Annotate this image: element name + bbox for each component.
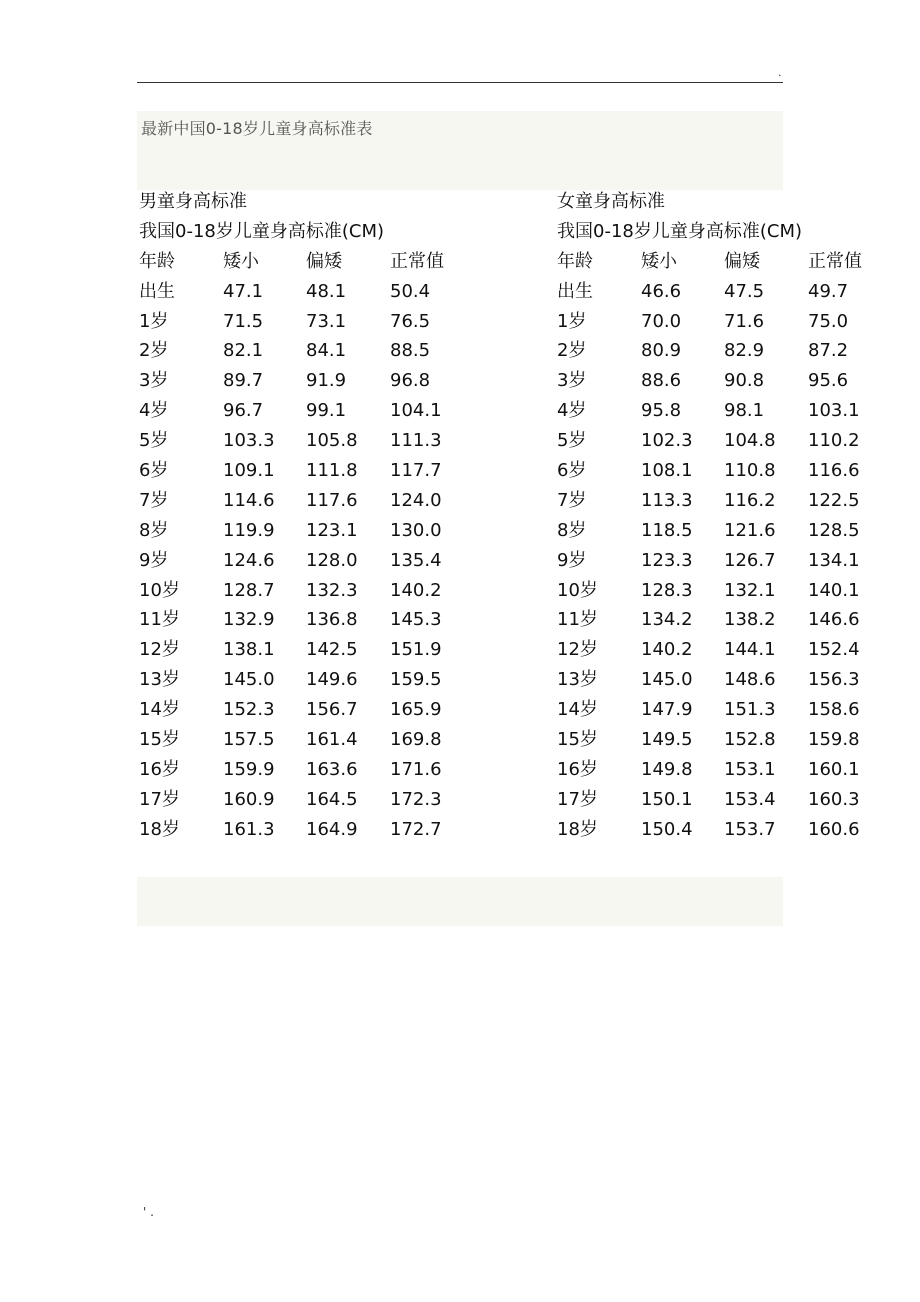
normal-value-cell: 134.1 xyxy=(808,549,860,571)
column-header-age: 年龄 xyxy=(557,250,593,272)
short-value-cell: 157.5 xyxy=(223,729,275,751)
normal-value-cell: 130.0 xyxy=(390,519,442,541)
short-value-cell: 88.6 xyxy=(641,370,682,392)
table-row xyxy=(557,516,897,546)
normal-value-cell: 140.2 xyxy=(390,579,442,601)
below-average-value-cell: 73.1 xyxy=(306,310,347,332)
age-cell: 5岁 xyxy=(557,430,587,452)
age-cell: 18岁 xyxy=(557,818,598,840)
table-row xyxy=(557,665,897,695)
below-average-value-cell: 164.5 xyxy=(306,788,358,810)
age-cell: 8岁 xyxy=(139,519,169,541)
normal-value-cell: 140.1 xyxy=(808,579,860,601)
table-row xyxy=(139,635,479,665)
age-cell: 11岁 xyxy=(139,609,180,631)
normal-value-cell: 128.5 xyxy=(808,519,860,541)
normal-value-cell: 103.1 xyxy=(808,400,860,422)
column-header-normal: 正常值 xyxy=(808,250,862,272)
normal-value-cell: 160.6 xyxy=(808,818,860,840)
normal-value-cell: 169.8 xyxy=(390,729,442,751)
short-value-cell: 128.7 xyxy=(223,579,275,601)
short-value-cell: 89.7 xyxy=(223,370,264,392)
age-cell: 15岁 xyxy=(557,729,598,751)
table-row xyxy=(139,725,479,755)
short-value-cell: 103.3 xyxy=(223,430,275,452)
column-header-short: 矮小 xyxy=(641,250,677,272)
short-value-cell: 145.0 xyxy=(641,669,693,691)
normal-value-cell: 110.2 xyxy=(808,430,860,452)
below-average-value-cell: 99.1 xyxy=(306,400,347,422)
table-row xyxy=(557,695,897,725)
boys-subheading: 我国0-18岁儿童身高标准(CM) xyxy=(139,220,384,242)
normal-value-cell: 75.0 xyxy=(808,310,849,332)
table-row xyxy=(557,486,897,516)
table-row xyxy=(139,516,479,546)
age-cell: 12岁 xyxy=(139,639,180,661)
table-row xyxy=(557,336,897,366)
age-cell: 9岁 xyxy=(139,549,169,571)
below-average-value-cell: 126.7 xyxy=(724,549,776,571)
age-cell: 8岁 xyxy=(557,519,587,541)
short-value-cell: 150.4 xyxy=(641,818,693,840)
normal-value-cell: 156.3 xyxy=(808,669,860,691)
column-header-below-average: 偏矮 xyxy=(724,250,760,272)
table-row xyxy=(139,426,479,456)
age-cell: 出生 xyxy=(139,280,175,302)
title-band xyxy=(137,111,783,190)
short-value-cell: 128.3 xyxy=(641,579,693,601)
table-row xyxy=(557,546,897,576)
table-row xyxy=(557,426,897,456)
below-average-value-cell: 98.1 xyxy=(724,400,765,422)
short-value-cell: 149.8 xyxy=(641,758,693,780)
age-cell: 1岁 xyxy=(139,310,169,332)
short-value-cell: 147.9 xyxy=(641,699,693,721)
age-cell: 13岁 xyxy=(557,669,598,691)
short-value-cell: 114.6 xyxy=(223,489,275,511)
normal-value-cell: 104.1 xyxy=(390,400,442,422)
below-average-value-cell: 142.5 xyxy=(306,639,358,661)
age-cell: 5岁 xyxy=(139,430,169,452)
normal-value-cell: 152.4 xyxy=(808,639,860,661)
column-header-short: 矮小 xyxy=(223,250,259,272)
table-row xyxy=(139,815,479,845)
normal-value-cell: 124.0 xyxy=(390,489,442,511)
girls-heading: 女童身高标准 xyxy=(557,191,665,212)
below-average-value-cell: 47.5 xyxy=(724,280,765,302)
age-cell: 3岁 xyxy=(139,370,169,392)
normal-value-cell: 117.7 xyxy=(390,460,442,482)
below-average-value-cell: 149.6 xyxy=(306,669,358,691)
short-value-cell: 152.3 xyxy=(223,699,275,721)
normal-value-cell: 160.1 xyxy=(808,758,860,780)
table-row xyxy=(557,635,897,665)
below-average-value-cell: 153.7 xyxy=(724,818,776,840)
normal-value-cell: 171.6 xyxy=(390,758,442,780)
below-average-value-cell: 163.6 xyxy=(306,758,358,780)
table-row xyxy=(139,785,479,815)
header-mark: . xyxy=(778,66,782,79)
table-row xyxy=(139,307,479,337)
short-value-cell: 132.9 xyxy=(223,609,275,631)
below-average-value-cell: 144.1 xyxy=(724,639,776,661)
below-average-value-cell: 121.6 xyxy=(724,519,776,541)
column-header-age: 年龄 xyxy=(139,250,175,272)
below-average-value-cell: 156.7 xyxy=(306,699,358,721)
below-average-value-cell: 91.9 xyxy=(306,370,347,392)
table-row xyxy=(557,605,897,635)
boys-column-headers xyxy=(139,247,479,277)
age-cell: 10岁 xyxy=(139,579,180,601)
below-average-value-cell: 128.0 xyxy=(306,549,358,571)
normal-value-cell: 50.4 xyxy=(390,280,431,302)
age-cell: 2岁 xyxy=(139,340,169,362)
below-average-value-cell: 48.1 xyxy=(306,280,347,302)
short-value-cell: 149.5 xyxy=(641,729,693,751)
below-average-value-cell: 161.4 xyxy=(306,729,358,751)
short-value-cell: 140.2 xyxy=(641,639,693,661)
age-cell: 12岁 xyxy=(557,639,598,661)
normal-value-cell: 96.8 xyxy=(390,370,431,392)
below-average-value-cell: 105.8 xyxy=(306,430,358,452)
girls-table-body xyxy=(557,277,897,845)
short-value-cell: 70.0 xyxy=(641,310,682,332)
table-row xyxy=(139,755,479,785)
age-cell: 4岁 xyxy=(139,400,169,422)
normal-value-cell: 165.9 xyxy=(390,699,442,721)
girls-subheading: 我国0-18岁儿童身高标准(CM) xyxy=(557,220,802,242)
footer-mark: ' . xyxy=(143,1205,154,1219)
below-average-value-cell: 153.4 xyxy=(724,788,776,810)
column-header-below-average: 偏矮 xyxy=(306,250,342,272)
table-row xyxy=(139,366,479,396)
table-row xyxy=(557,755,897,785)
boys-table-body xyxy=(139,277,479,845)
below-average-value-cell: 132.3 xyxy=(306,579,358,601)
header-rule xyxy=(137,82,783,83)
table-row xyxy=(557,815,897,845)
short-value-cell: 95.8 xyxy=(641,400,682,422)
below-average-value-cell: 117.6 xyxy=(306,489,358,511)
below-average-value-cell: 153.1 xyxy=(724,758,776,780)
table-row xyxy=(139,546,479,576)
normal-value-cell: 111.3 xyxy=(390,430,442,452)
table-row xyxy=(139,605,479,635)
short-value-cell: 108.1 xyxy=(641,460,693,482)
age-cell: 17岁 xyxy=(139,788,180,810)
age-cell: 4岁 xyxy=(557,400,587,422)
normal-value-cell: 172.7 xyxy=(390,818,442,840)
normal-value-cell: 146.6 xyxy=(808,609,860,631)
below-average-value-cell: 82.9 xyxy=(724,340,765,362)
short-value-cell: 80.9 xyxy=(641,340,682,362)
short-value-cell: 102.3 xyxy=(641,430,693,452)
age-cell: 15岁 xyxy=(139,729,180,751)
normal-value-cell: 160.3 xyxy=(808,788,860,810)
age-cell: 6岁 xyxy=(557,460,587,482)
normal-value-cell: 158.6 xyxy=(808,699,860,721)
age-cell: 16岁 xyxy=(139,758,180,780)
short-value-cell: 161.3 xyxy=(223,818,275,840)
age-cell: 10岁 xyxy=(557,579,598,601)
normal-value-cell: 76.5 xyxy=(390,310,431,332)
below-average-value-cell: 123.1 xyxy=(306,519,358,541)
short-value-cell: 124.6 xyxy=(223,549,275,571)
normal-value-cell: 49.7 xyxy=(808,280,849,302)
below-average-value-cell: 71.6 xyxy=(724,310,765,332)
table-row xyxy=(139,456,479,486)
table-row xyxy=(557,725,897,755)
document-title: 最新中国0-18岁儿童身高标准表 xyxy=(141,119,373,138)
column-header-normal: 正常值 xyxy=(390,250,444,272)
normal-value-cell: 159.5 xyxy=(390,669,442,691)
footer-band xyxy=(137,877,783,926)
short-value-cell: 118.5 xyxy=(641,519,693,541)
below-average-value-cell: 152.8 xyxy=(724,729,776,751)
table-row xyxy=(557,456,897,486)
below-average-value-cell: 90.8 xyxy=(724,370,765,392)
short-value-cell: 134.2 xyxy=(641,609,693,631)
short-value-cell: 109.1 xyxy=(223,460,275,482)
normal-value-cell: 145.3 xyxy=(390,609,442,631)
normal-value-cell: 172.3 xyxy=(390,788,442,810)
age-cell: 9岁 xyxy=(557,549,587,571)
below-average-value-cell: 148.6 xyxy=(724,669,776,691)
table-row xyxy=(139,576,479,606)
age-cell: 18岁 xyxy=(139,818,180,840)
table-row xyxy=(139,336,479,366)
short-value-cell: 119.9 xyxy=(223,519,275,541)
age-cell: 11岁 xyxy=(557,609,598,631)
normal-value-cell: 116.6 xyxy=(808,460,860,482)
table-row xyxy=(557,307,897,337)
age-cell: 14岁 xyxy=(557,699,598,721)
table-row xyxy=(139,486,479,516)
short-value-cell: 150.1 xyxy=(641,788,693,810)
age-cell: 6岁 xyxy=(139,460,169,482)
below-average-value-cell: 84.1 xyxy=(306,340,347,362)
age-cell: 14岁 xyxy=(139,699,180,721)
age-cell: 16岁 xyxy=(557,758,598,780)
normal-value-cell: 88.5 xyxy=(390,340,431,362)
age-cell: 2岁 xyxy=(557,340,587,362)
age-cell: 13岁 xyxy=(139,669,180,691)
short-value-cell: 96.7 xyxy=(223,400,264,422)
age-cell: 17岁 xyxy=(557,788,598,810)
short-value-cell: 71.5 xyxy=(223,310,264,332)
normal-value-cell: 159.8 xyxy=(808,729,860,751)
normal-value-cell: 135.4 xyxy=(390,549,442,571)
short-value-cell: 47.1 xyxy=(223,280,264,302)
girls-column-headers xyxy=(557,247,897,277)
below-average-value-cell: 136.8 xyxy=(306,609,358,631)
table-row xyxy=(557,366,897,396)
age-cell: 7岁 xyxy=(557,489,587,511)
girls-height-table xyxy=(557,187,897,845)
boys-heading: 男童身高标准 xyxy=(139,191,247,212)
short-value-cell: 82.1 xyxy=(223,340,264,362)
table-row xyxy=(557,396,897,426)
short-value-cell: 46.6 xyxy=(641,280,682,302)
below-average-value-cell: 132.1 xyxy=(724,579,776,601)
short-value-cell: 159.9 xyxy=(223,758,275,780)
age-cell: 出生 xyxy=(557,280,593,302)
below-average-value-cell: 110.8 xyxy=(724,460,776,482)
normal-value-cell: 87.2 xyxy=(808,340,849,362)
short-value-cell: 138.1 xyxy=(223,639,275,661)
normal-value-cell: 122.5 xyxy=(808,489,860,511)
age-cell: 1岁 xyxy=(557,310,587,332)
age-cell: 7岁 xyxy=(139,489,169,511)
below-average-value-cell: 116.2 xyxy=(724,489,776,511)
table-row xyxy=(557,576,897,606)
below-average-value-cell: 111.8 xyxy=(306,460,358,482)
table-row xyxy=(557,277,897,307)
table-row xyxy=(139,277,479,307)
short-value-cell: 113.3 xyxy=(641,489,693,511)
table-row xyxy=(139,665,479,695)
below-average-value-cell: 104.8 xyxy=(724,430,776,452)
age-cell: 3岁 xyxy=(557,370,587,392)
table-row xyxy=(139,396,479,426)
below-average-value-cell: 151.3 xyxy=(724,699,776,721)
boys-height-table xyxy=(139,187,479,845)
table-row xyxy=(139,695,479,725)
normal-value-cell: 95.6 xyxy=(808,370,849,392)
normal-value-cell: 151.9 xyxy=(390,639,442,661)
table-row xyxy=(557,785,897,815)
short-value-cell: 145.0 xyxy=(223,669,275,691)
below-average-value-cell: 164.9 xyxy=(306,818,358,840)
short-value-cell: 160.9 xyxy=(223,788,275,810)
below-average-value-cell: 138.2 xyxy=(724,609,776,631)
short-value-cell: 123.3 xyxy=(641,549,693,571)
